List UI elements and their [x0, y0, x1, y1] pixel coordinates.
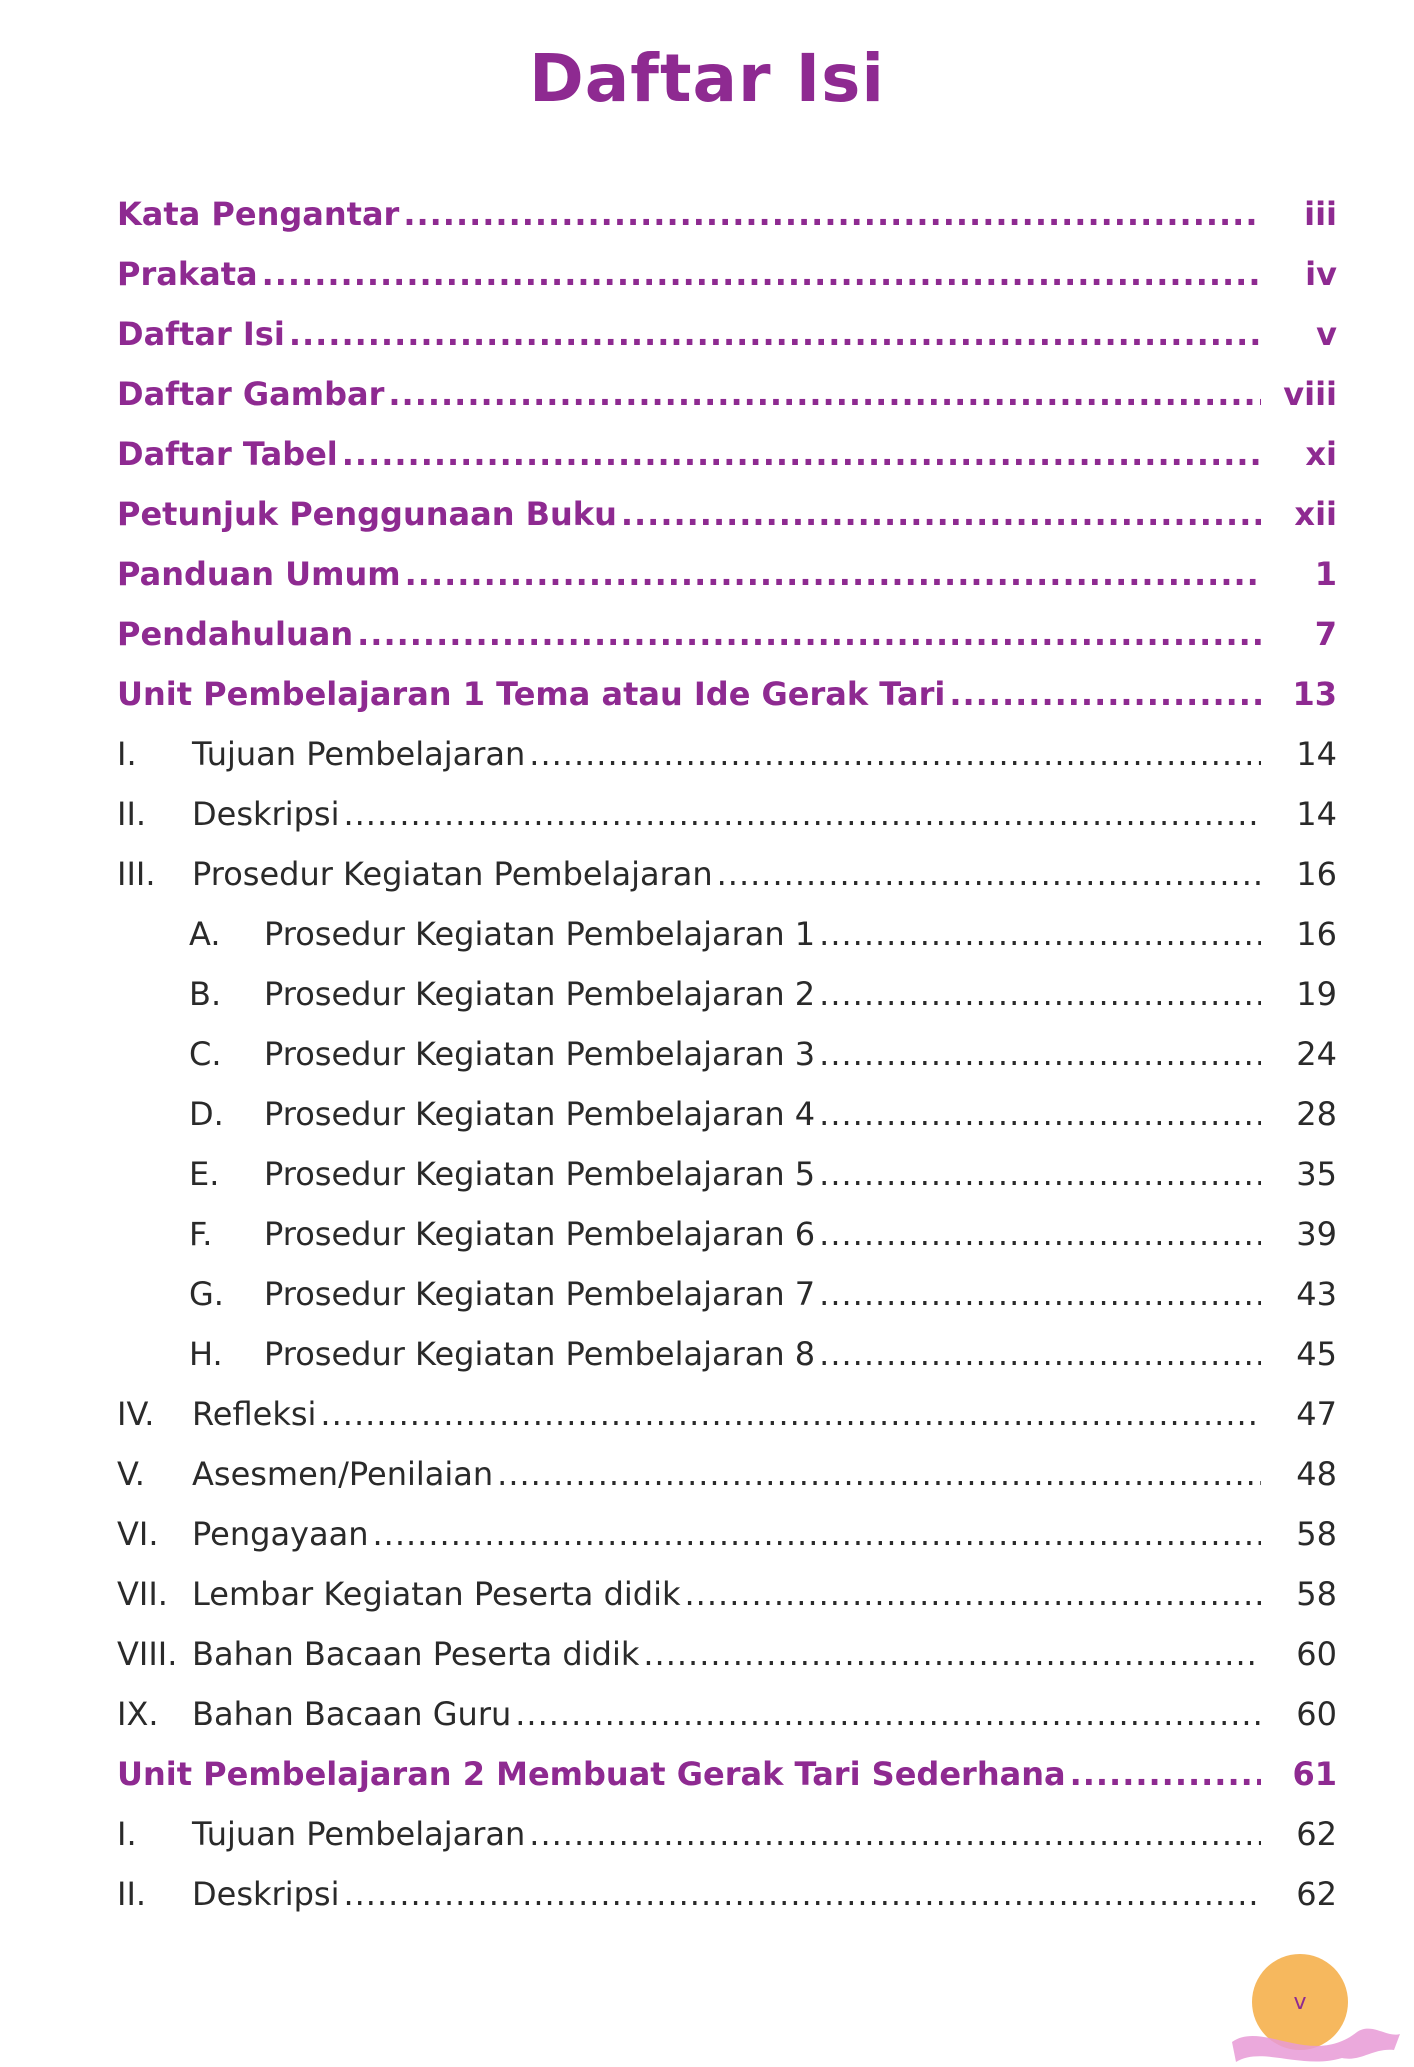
- toc-entry[interactable]: [117, 730, 1337, 778]
- toc-entry-label: Prosedur Kegiatan Pembelajaran 8: [264, 1335, 816, 1373]
- toc-entry-page: 45: [1296, 1335, 1337, 1373]
- toc-entry-page: 13: [1292, 675, 1337, 713]
- toc-entry-label: Kata Pengantar: [117, 195, 400, 233]
- toc-entry[interactable]: [117, 790, 1337, 838]
- toc-entry-number: V.: [117, 1455, 145, 1493]
- toc-entry[interactable]: [117, 1630, 1337, 1678]
- toc-leader-dots: [621, 490, 1261, 538]
- toc-entry-page: 16: [1296, 915, 1337, 953]
- toc-entry-label: Tujuan Pembelajaran: [192, 1815, 526, 1853]
- toc-entry[interactable]: [117, 190, 1337, 238]
- toc-entry-number: I.: [117, 735, 137, 773]
- toc-entry-page: 16: [1296, 855, 1337, 893]
- toc-entry-page: viii: [1283, 375, 1337, 413]
- toc-entry-page: 60: [1296, 1695, 1337, 1733]
- toc-leader-dots: [819, 1150, 1261, 1198]
- toc-entry-page: 61: [1292, 1755, 1337, 1793]
- toc-entry-label: Prosedur Kegiatan Pembelajaran 5: [264, 1155, 816, 1193]
- toc-entry[interactable]: [117, 250, 1337, 298]
- toc-entry-page: 28: [1296, 1095, 1337, 1133]
- toc-entry-page: xi: [1305, 435, 1337, 473]
- toc-entry-page: 24: [1296, 1035, 1337, 1073]
- toc-leader-dots: [529, 730, 1261, 778]
- toc-leader-dots: [515, 1690, 1261, 1738]
- toc-entry-label: Pendahuluan: [117, 615, 354, 653]
- toc-leader-dots: [819, 910, 1261, 958]
- page-title: Daftar Isi: [528, 40, 886, 117]
- toc-entry-number: IX.: [117, 1695, 159, 1733]
- toc-entry-label: Deskripsi: [192, 795, 340, 833]
- toc-entry-label: Deskripsi: [192, 1875, 340, 1913]
- toc-entry[interactable]: [117, 550, 1337, 598]
- toc-entry[interactable]: [117, 610, 1337, 658]
- toc-entry[interactable]: [117, 1510, 1337, 1558]
- toc-entry-label: Bahan Bacaan Peserta didik: [192, 1635, 640, 1673]
- toc-entry-number: VII.: [117, 1575, 168, 1613]
- toc-entry-label: Daftar Gambar: [117, 375, 385, 413]
- toc-subentry[interactable]: [117, 1090, 1337, 1138]
- toc-entry-label: Asesmen/Penilaian: [192, 1455, 494, 1493]
- toc-entry-label: Petunjuk Penggunaan Buku: [117, 495, 617, 533]
- toc-leader-dots: [819, 1210, 1261, 1258]
- toc-leader-dots: [819, 1030, 1261, 1078]
- toc-entry-label: Tujuan Pembelajaran: [192, 735, 526, 773]
- toc-leader-dots: [497, 1450, 1261, 1498]
- page-number: v: [1293, 1990, 1307, 2015]
- toc-subentry[interactable]: [117, 1270, 1337, 1318]
- toc-entry-label: Pengayaan: [192, 1515, 369, 1553]
- toc-entry-number: F.: [189, 1215, 213, 1253]
- toc-entry-label: Prakata: [117, 255, 258, 293]
- toc-subentry[interactable]: [117, 1150, 1337, 1198]
- toc-entry[interactable]: [117, 310, 1337, 358]
- toc-leader-dots: [529, 1810, 1261, 1858]
- toc-entry-label: Lembar Kegiatan Peserta didik: [192, 1575, 681, 1613]
- toc-entry-label: Prosedur Kegiatan Pembelajaran 1: [264, 915, 816, 953]
- toc-entry[interactable]: [117, 850, 1337, 898]
- toc-entry-number: VI.: [117, 1515, 159, 1553]
- toc-leader-dots: [262, 250, 1261, 298]
- toc-entry-page: 7: [1314, 615, 1337, 653]
- toc-entry-number: III.: [117, 855, 156, 893]
- toc-entry-number: II.: [117, 1875, 147, 1913]
- toc-entry[interactable]: [117, 370, 1337, 418]
- toc-entry-number: A.: [189, 915, 221, 953]
- toc-entry-page: 14: [1296, 735, 1337, 773]
- toc-entry-page: iv: [1305, 255, 1337, 293]
- toc-entry-page: v: [1316, 315, 1337, 353]
- toc-entry-page: 47: [1296, 1395, 1337, 1433]
- toc-entry[interactable]: [117, 490, 1337, 538]
- toc-leader-dots: [685, 1570, 1262, 1618]
- toc-leader-dots: [949, 670, 1261, 718]
- toc-entry-page: 62: [1296, 1815, 1337, 1853]
- toc-entry-page: 39: [1296, 1215, 1337, 1253]
- toc-entry[interactable]: [117, 1690, 1337, 1738]
- toc-subentry[interactable]: [117, 1210, 1337, 1258]
- toc-entry-page: 1: [1314, 555, 1337, 593]
- toc-entry-number: G.: [189, 1275, 224, 1313]
- toc-leader-dots: [643, 1630, 1261, 1678]
- toc-entry-label: Daftar Tabel: [117, 435, 338, 473]
- toc-entry-page: 62: [1296, 1875, 1337, 1913]
- toc-leader-dots: [403, 190, 1261, 238]
- toc-entry-page: 14: [1296, 795, 1337, 833]
- toc-leader-dots: [819, 970, 1261, 1018]
- toc-entry-number: II.: [117, 795, 147, 833]
- toc-entry-label: Prosedur Kegiatan Pembelajaran 4: [264, 1095, 816, 1133]
- toc-entry[interactable]: [117, 1450, 1337, 1498]
- toc-entry-page: 43: [1296, 1275, 1337, 1313]
- toc-entry-number: IV.: [117, 1395, 155, 1433]
- toc-leader-dots: [819, 1270, 1261, 1318]
- toc-entry-number: E.: [189, 1155, 220, 1193]
- toc-entry-label: Refleksi: [192, 1395, 317, 1433]
- toc-entry-unit-2[interactable]: [117, 1750, 1337, 1798]
- toc-leader-dots: [717, 850, 1261, 898]
- toc-leader-dots: [357, 610, 1261, 658]
- toc-leader-dots: [405, 550, 1261, 598]
- toc-entry-label: Unit Pembelajaran 1 Tema atau Ide Gerak Tari: [117, 675, 946, 713]
- toc-leader-dots: [819, 1090, 1261, 1138]
- toc-entry-page: 35: [1296, 1155, 1337, 1193]
- toc-entry[interactable]: [117, 1390, 1337, 1438]
- toc-entry-page: 58: [1296, 1515, 1337, 1553]
- toc-leader-dots: [289, 310, 1261, 358]
- toc-leader-dots: [320, 1390, 1261, 1438]
- toc-entry-page: iii: [1304, 195, 1337, 233]
- toc-entry-label: Bahan Bacaan Guru: [192, 1695, 512, 1733]
- toc-entry-page: xii: [1294, 495, 1337, 533]
- toc-entry-label: Unit Pembelajaran 2 Membuat Gerak Tari Sederhana: [117, 1755, 1066, 1793]
- toc-entry-number: VIII.: [117, 1635, 178, 1673]
- toc-entry-page: 19: [1296, 975, 1337, 1013]
- toc-entry-label: Prosedur Kegiatan Pembelajaran 2: [264, 975, 816, 1013]
- toc-subentry[interactable]: [117, 910, 1337, 958]
- toc-entry-number: C.: [189, 1035, 222, 1073]
- toc-entry-number: I.: [117, 1815, 137, 1853]
- toc-leader-dots: [343, 1870, 1261, 1918]
- toc-entry-number: H.: [189, 1335, 223, 1373]
- toc-entry[interactable]: [117, 1870, 1337, 1918]
- toc-entry-page: 48: [1296, 1455, 1337, 1493]
- toc-entry-number: B.: [189, 975, 222, 1013]
- toc-entry-label: Prosedur Kegiatan Pembelajaran 3: [264, 1035, 816, 1073]
- toc-leader-dots: [1070, 1750, 1261, 1798]
- toc-leader-dots: [343, 790, 1261, 838]
- toc-entry-label: Prosedur Kegiatan Pembelajaran 6: [264, 1215, 816, 1253]
- toc-entry-page: 58: [1296, 1575, 1337, 1613]
- toc-subentry[interactable]: [117, 1330, 1337, 1378]
- toc-entry-label: Panduan Umum: [117, 555, 401, 593]
- toc-entry-number: D.: [189, 1095, 224, 1133]
- toc-entry-page: 60: [1296, 1635, 1337, 1673]
- toc-entry[interactable]: [117, 430, 1337, 478]
- toc-entry[interactable]: [117, 1570, 1337, 1618]
- toc-entry[interactable]: [117, 1810, 1337, 1858]
- toc-leader-dots: [819, 1330, 1261, 1378]
- toc-subentry[interactable]: [117, 970, 1337, 1018]
- toc-subentry[interactable]: [117, 1030, 1337, 1078]
- toc-entry-unit-1[interactable]: [117, 670, 1337, 718]
- toc-entry-label: Daftar Isi: [117, 315, 285, 353]
- toc-leader-dots: [342, 430, 1261, 478]
- toc-leader-dots: [388, 370, 1261, 418]
- toc-entry-label: Prosedur Kegiatan Pembelajaran: [192, 855, 713, 893]
- toc-leader-dots: [372, 1510, 1261, 1558]
- toc-entry-label: Prosedur Kegiatan Pembelajaran 7: [264, 1275, 816, 1313]
